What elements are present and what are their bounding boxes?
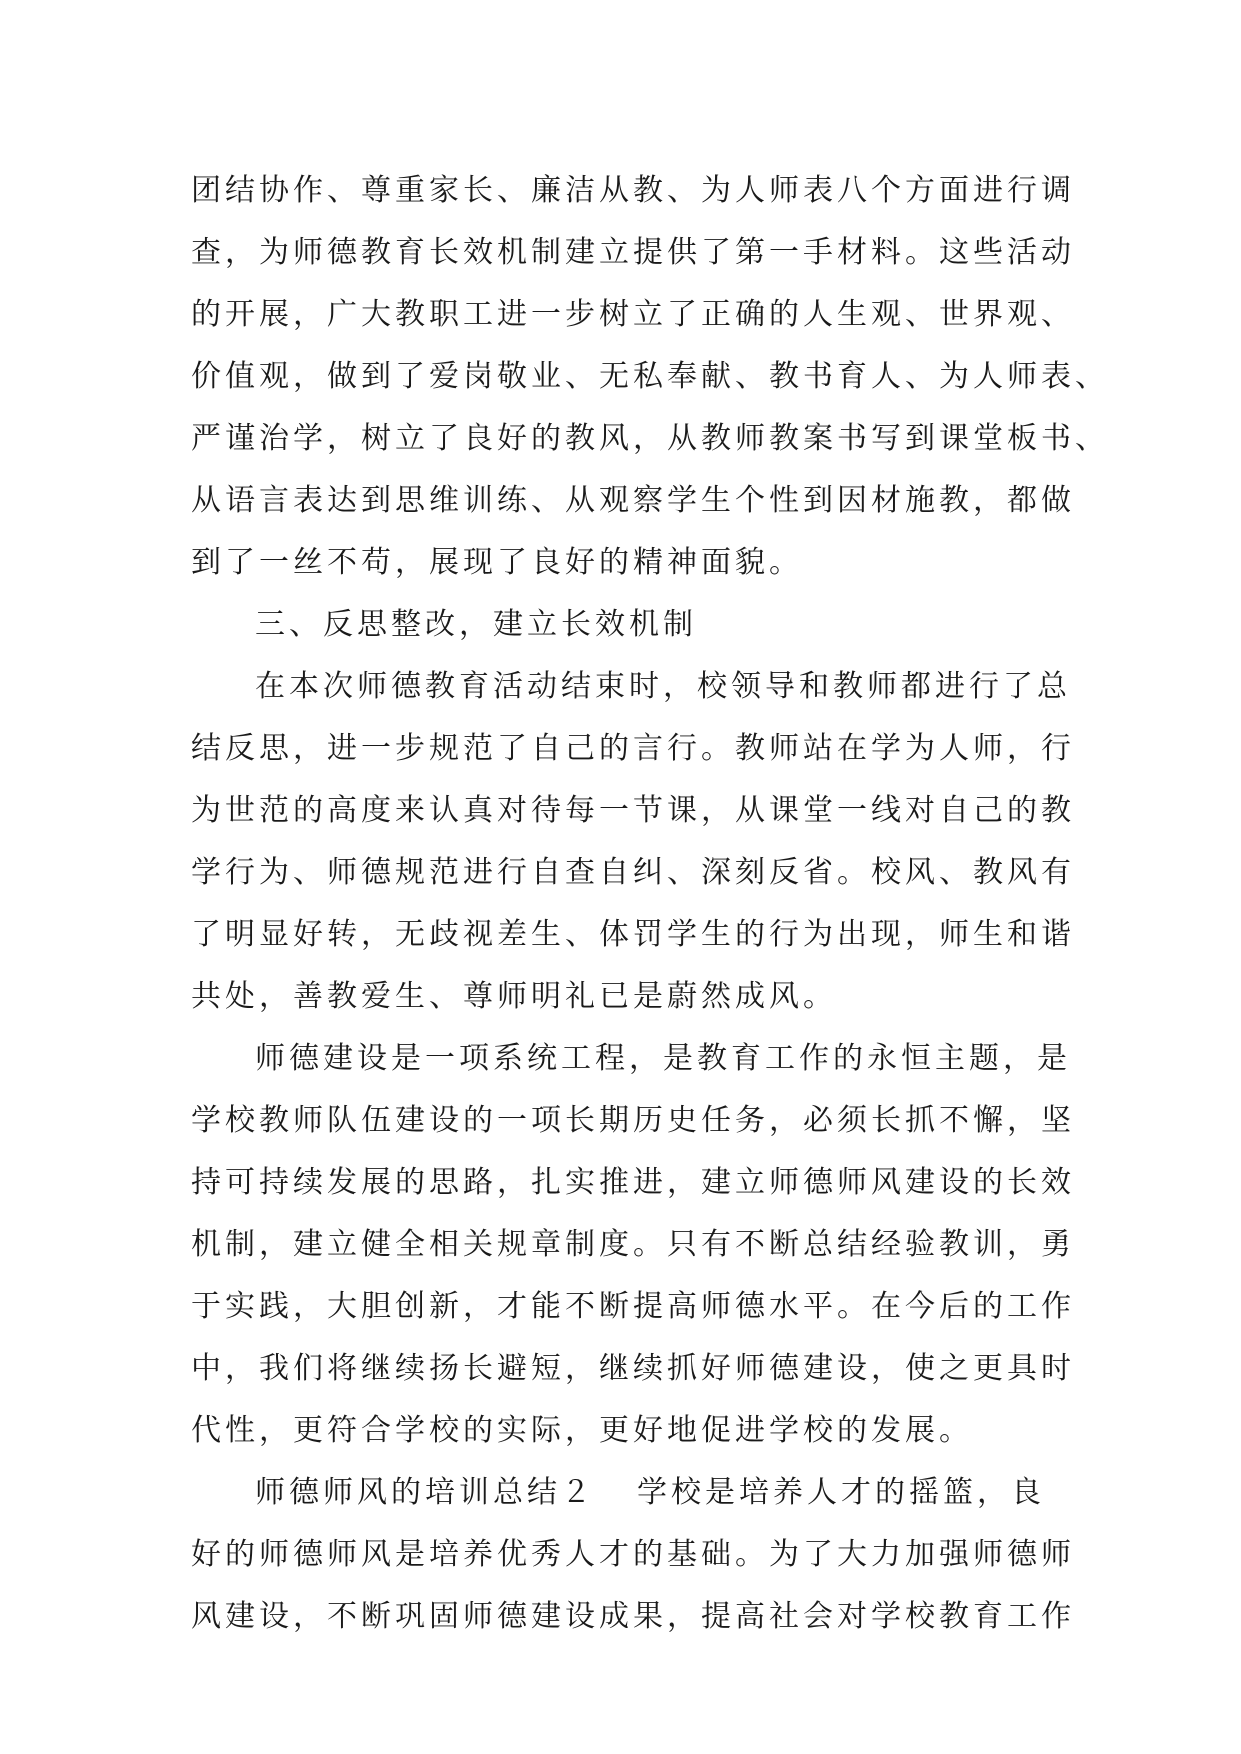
text-line: 好的师德师风是培养优秀人才的基础。为了大力加强师德师 — [191, 1537, 1075, 1572]
text-line: 严谨治学，树立了良好的教风，从教师教案书写到课堂板书、 — [191, 421, 1109, 456]
text-line: 于实践，大胆创新，才能不断提高师德水平。在今后的工作 — [191, 1289, 1075, 1324]
text-line: 机制，建立健全相关规章制度。只有不断总结经验教训，勇 — [191, 1227, 1075, 1262]
article-title: 师德师风的培训总结２ — [255, 1475, 595, 1510]
text-line: 团结协作、尊重家长、廉洁从教、为人师表八个方面进行调 — [191, 173, 1075, 208]
text-line: 价值观，做到了爱岗敬业、无私奉献、教书育人、为人师表、 — [191, 359, 1109, 394]
text-line: 风建设，不断巩固师德建设成果，提高社会对学校教育工作 — [191, 1599, 1075, 1634]
text-line: 结反思，进一步规范了自己的言行。教师站在学为人师，行 — [191, 731, 1075, 766]
text-line — [191, 1462, 1071, 1524]
text-line: 了明显好转，无歧视差生、体罚学生的行为出现，师生和谐 — [191, 917, 1075, 952]
paragraph-start: 学校是培养人才的摇篮，良 — [637, 1475, 1045, 1510]
text-line: 查，为师德教育长效机制建立提供了第一手材料。这些活动 — [191, 235, 1075, 270]
text-line: 中，我们将继续扬长避短，继续抓好师德建设，使之更具时 — [191, 1351, 1075, 1386]
text-line: 为世范的高度来认真对待每一节课，从课堂一线对自己的教 — [191, 793, 1075, 828]
document-body — [191, 160, 1109, 1648]
text-line: 学行为、师德规范进行自查自纠、深刻反省。校风、教风有 — [191, 855, 1075, 890]
text-line: 在本次师德教育活动结束时，校领导和教师都进行了总 — [255, 669, 1071, 704]
text-line: 共处，善教爱生、尊师明礼已是蔚然成风。 — [191, 979, 837, 1014]
text-line: 持可持续发展的思路，扎实推进，建立师德师风建设的长效 — [191, 1165, 1075, 1200]
text-line: 学校教师队伍建设的一项长期历史任务，必须长抓不懈，坚 — [191, 1103, 1075, 1138]
text-line: 的开展，广大教职工进一步树立了正确的人生观、世界观、 — [191, 297, 1075, 332]
text-line: 师德建设是一项系统工程，是教育工作的永恒主题，是 — [255, 1041, 1071, 1076]
text-line: 到了一丝不苟，展现了良好的精神面貌。 — [191, 545, 803, 580]
text-line: 代性，更符合学校的实际，更好地促进学校的发展。 — [191, 1413, 973, 1448]
text-line: 从语言表达到思维训练、从观察学生个性到因材施教，都做 — [191, 483, 1075, 518]
section-heading: 三、反思整改，建立长效机制 — [255, 607, 697, 642]
